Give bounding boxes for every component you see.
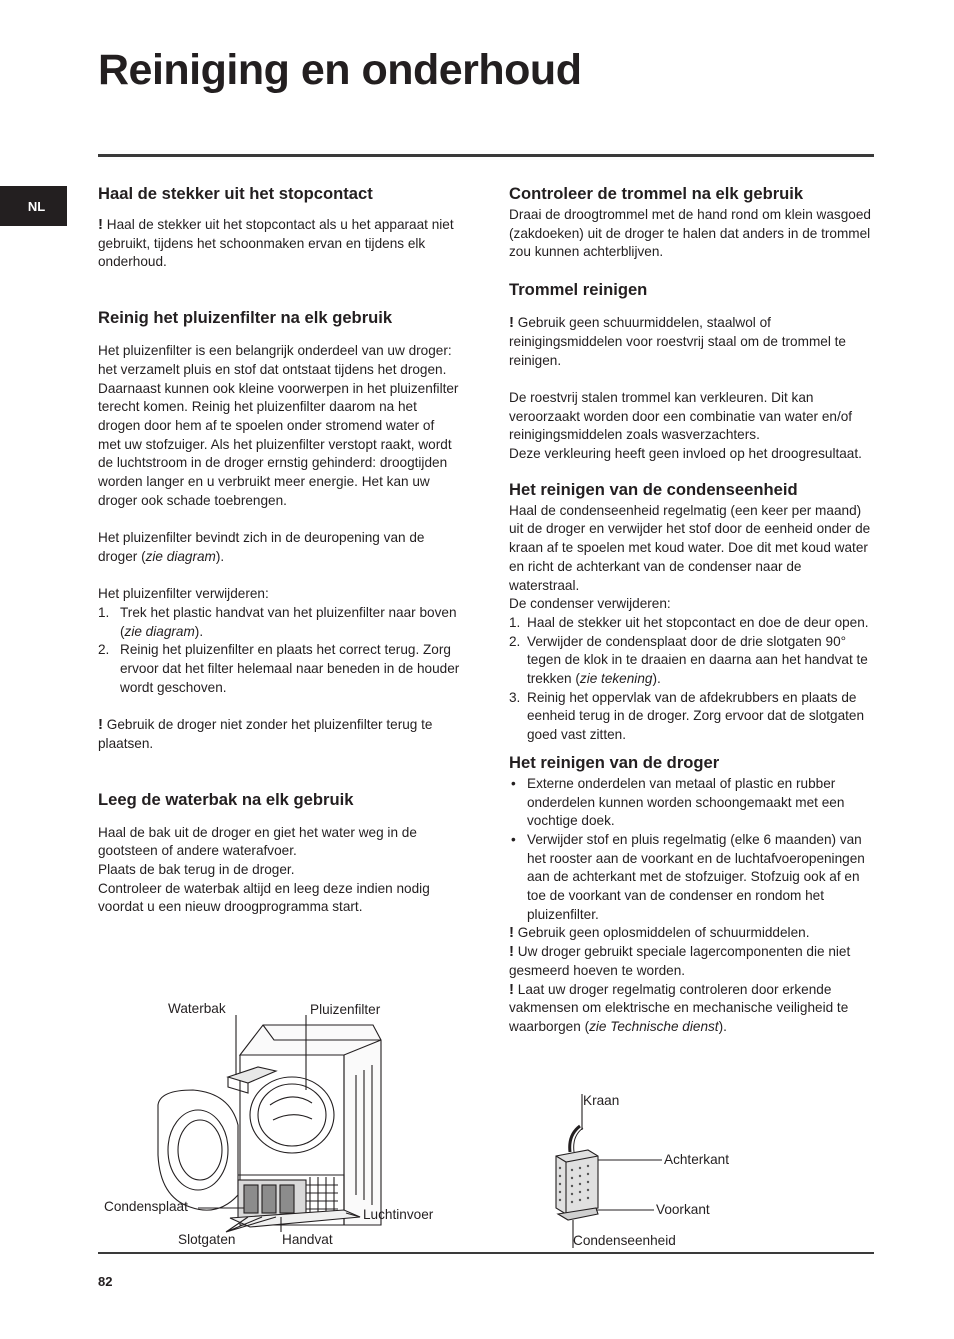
water-container-line: Haal de bak uit de droger en giet het water weg in de gootsteen of andere waterafvoer. [98,824,417,859]
step-number: 1. [98,604,110,620]
warning-text: Gebruik geen schuurmiddelen, staalwol of reinigingsmiddelen voor roestvrij staal om de trommel te reinigen. [509,315,846,368]
text-run: ). [652,671,661,687]
language-tab: NL [0,186,67,226]
page-number: 82 [98,1274,113,1289]
text-run: ). [718,1019,727,1034]
service-reference: zie Technische dienst [589,1019,719,1034]
bottom-divider [98,1252,874,1254]
section-heading-dryer-clean: Het reinigen van de droger [509,752,720,772]
page-title: Reiniging en onderhoud [98,46,582,94]
water-container-line: Plaats de bak terug in de droger. [98,861,295,877]
drum-discolour-note: Deze verkleuring heeft geen invloed op het droogresultaat. [509,446,862,462]
warning-mark: ! [509,943,514,961]
label-voorkant: Voorkant [656,1202,710,1217]
label-kraan: Kraan [583,1093,620,1108]
text-run: Externe onderdelen van metaal of plastic en rubber onderdelen kunnen worden schoongemaakt met een vochtige doek. [527,775,845,829]
warning-mark: ! [98,216,103,233]
lint-filter-location [98,529,460,566]
label-slotgaten: Slotgaten [178,1232,236,1247]
section-heading-unplug: Haal de stekker uit het stopcontact [98,184,373,203]
dryer-diagram [98,995,458,1250]
dryer-warning [509,981,873,1037]
list-item [509,775,873,831]
list-item [98,641,460,697]
left-column [98,182,460,917]
bullet: • [511,775,516,791]
step-number: 1. [509,614,521,630]
lint-filter-warning [98,716,460,753]
lint-filter-paragraph: Het pluizenfilter is een belangrijk onderdeel van uw droger: het verzamelt pluis en stof dat ontstaat tijdens het drogen. Daarnaast kunnen ook kleine voorwerpen in het pluizenfilter terecht komen. Reinig het pluizenfilter daarom na het drogen door hem af te spoelen onder stromend water of met uw stofzuiger. Als het pluizenfilter verstopt raakt, wordt de luchtstroom in de droger ernstig gehinderd: droogtijden worden langer en u verbruikt meer energie. Het kan uw droger ook schade toebrengen. [98,343,459,508]
dryer-clean-bullets [509,775,873,925]
unplug-warning [98,216,460,272]
section-heading-drum-clean: Trommel reinigen [509,280,648,300]
list-item [509,633,873,689]
text-run: ). [194,623,204,639]
label-pluizenfilter: Pluizenfilter [310,1002,381,1017]
lint-filter-remove-intro: Het pluizenfilter verwijderen: [98,586,269,602]
section-heading-water-container: Leeg de waterbak na elk gebruik [98,789,354,809]
drawing-reference: zie tekening [579,671,653,687]
step-number: 3. [509,689,521,705]
dryer-warning [509,943,873,980]
warning-text: Gebruik de droger niet zonder het pluizenfilter terug te plaatsen. [98,717,433,751]
text-run: Trek het plastic handvat van het pluizenfilter naar boven ( [120,604,457,639]
top-divider [98,154,874,157]
list-item [98,604,460,641]
dryer-warning [509,924,873,943]
right-column [509,182,873,1037]
bullet: • [511,831,516,847]
drum-check-paragraph: Draai de droogtrommel met de hand rond om klein wasgoed (zakdoeken) uit de droger te halen dat anders in de trommel zou kunnen achterblijven. [509,207,871,260]
step-number: 2. [98,642,110,658]
drum-clean-warning [509,314,873,370]
drum-discolour-paragraph: De roestvrij stalen trommel kan verkleuren. Dit kan veroorzaakt worden door een combinatie van water en/of reinigingsmiddelen zoals wasverzachters. [509,389,853,443]
warning-mark: ! [509,924,514,942]
warning-text: Haal de stekker uit het stopcontact als u het apparaat niet gebruikt, tijdens het schoonmaken ervan en tijdens elk onderhoud. [98,217,454,270]
diagram-reference: zie diagram [124,623,195,639]
warning-text: Gebruik geen oplosmiddelen of schuurmiddelen. [514,925,810,941]
text-run: Verwijder de condensplaat door de drie slotgaten 90° tegen de klok in te draaien en daarna aan het handvat te trekken ( [527,633,868,687]
list-item [509,614,873,633]
label-achterkant: Achterkant [664,1152,729,1167]
lint-filter-steps [98,604,460,698]
list-item [509,689,873,745]
step-number: 2. [509,633,521,649]
label-luchtinvoer: Luchtinvoer [363,1207,434,1222]
section-heading-lint-filter: Reinig het pluizenfilter na elk gebruik [98,308,393,328]
condenser-diagram [540,1090,740,1250]
water-container-line: Controleer de waterbak altijd en leeg deze indien nodig voordat u een nieuw droogprogramma start. [98,880,430,915]
label-condenseenheid: Condenseenheid [573,1233,676,1248]
condenser-paragraph: Haal de condenseenheid regelmatig (een keer per maand) uit de droger en verwijder het stof door de eenheid onder de kraan af te spoelen met koud water. Doe dit met koud water en richt de achterkant van de condenser naar de waterstraal. [509,502,871,593]
warning-text: Uw droger gebruikt speciale lagercomponenten die niet gesmeerd hoeven te worden. [509,944,851,978]
label-waterbak: Waterbak [168,1001,226,1016]
label-condensplaat: Condensplaat [104,1199,188,1214]
text-run: Reinig het pluizenfilter en plaats het correct terug. Zorg ervoor dat het filter helemaal naar beneden in de houder wordt geschoven. [120,642,460,695]
text-run: Haal de stekker uit het stopcontact en doe de deur open. [527,614,869,630]
warning-text: Laat uw droger regelmatig controleren door erkende vakmensen om elektrische en mechanische veiligheid te waarborgen ( [509,981,849,1034]
warning-mark: ! [509,314,514,332]
warning-mark: ! [509,980,514,998]
condenser-illustration [540,1090,740,1250]
text-run: Reinig het oppervlak van de afdekrubbers en plaats de eenheid terug in de droger. Zorg ervoor dat de slotgaten goed vast zitten. [527,689,865,743]
condenser-steps [509,614,873,745]
warning-mark: ! [98,716,103,734]
label-handvat: Handvat [282,1232,333,1247]
section-heading-condenser: Het reinigen van de condenseenheid [509,479,798,499]
text-run: ). [215,548,225,564]
section-heading-drum-check: Controleer de trommel na elk gebruik [509,184,804,203]
text-run: Verwijder stof en pluis regelmatig (elke 6 maanden) van het rooster aan de voorkant en de luchtafvoeropeningen aan de achterkant met de stofzuiger. Stofzuig ook af en toe de voorkant van de condenser en rondom het pluizenfilter. [527,831,865,922]
list-item [509,831,873,925]
condenser-remove-intro: De condenser verwijderen: [509,596,671,612]
text-run: Het pluizenfilter bevindt zich in de deuropening van de droger ( [98,530,425,564]
diagram-reference: zie diagram [145,548,216,564]
